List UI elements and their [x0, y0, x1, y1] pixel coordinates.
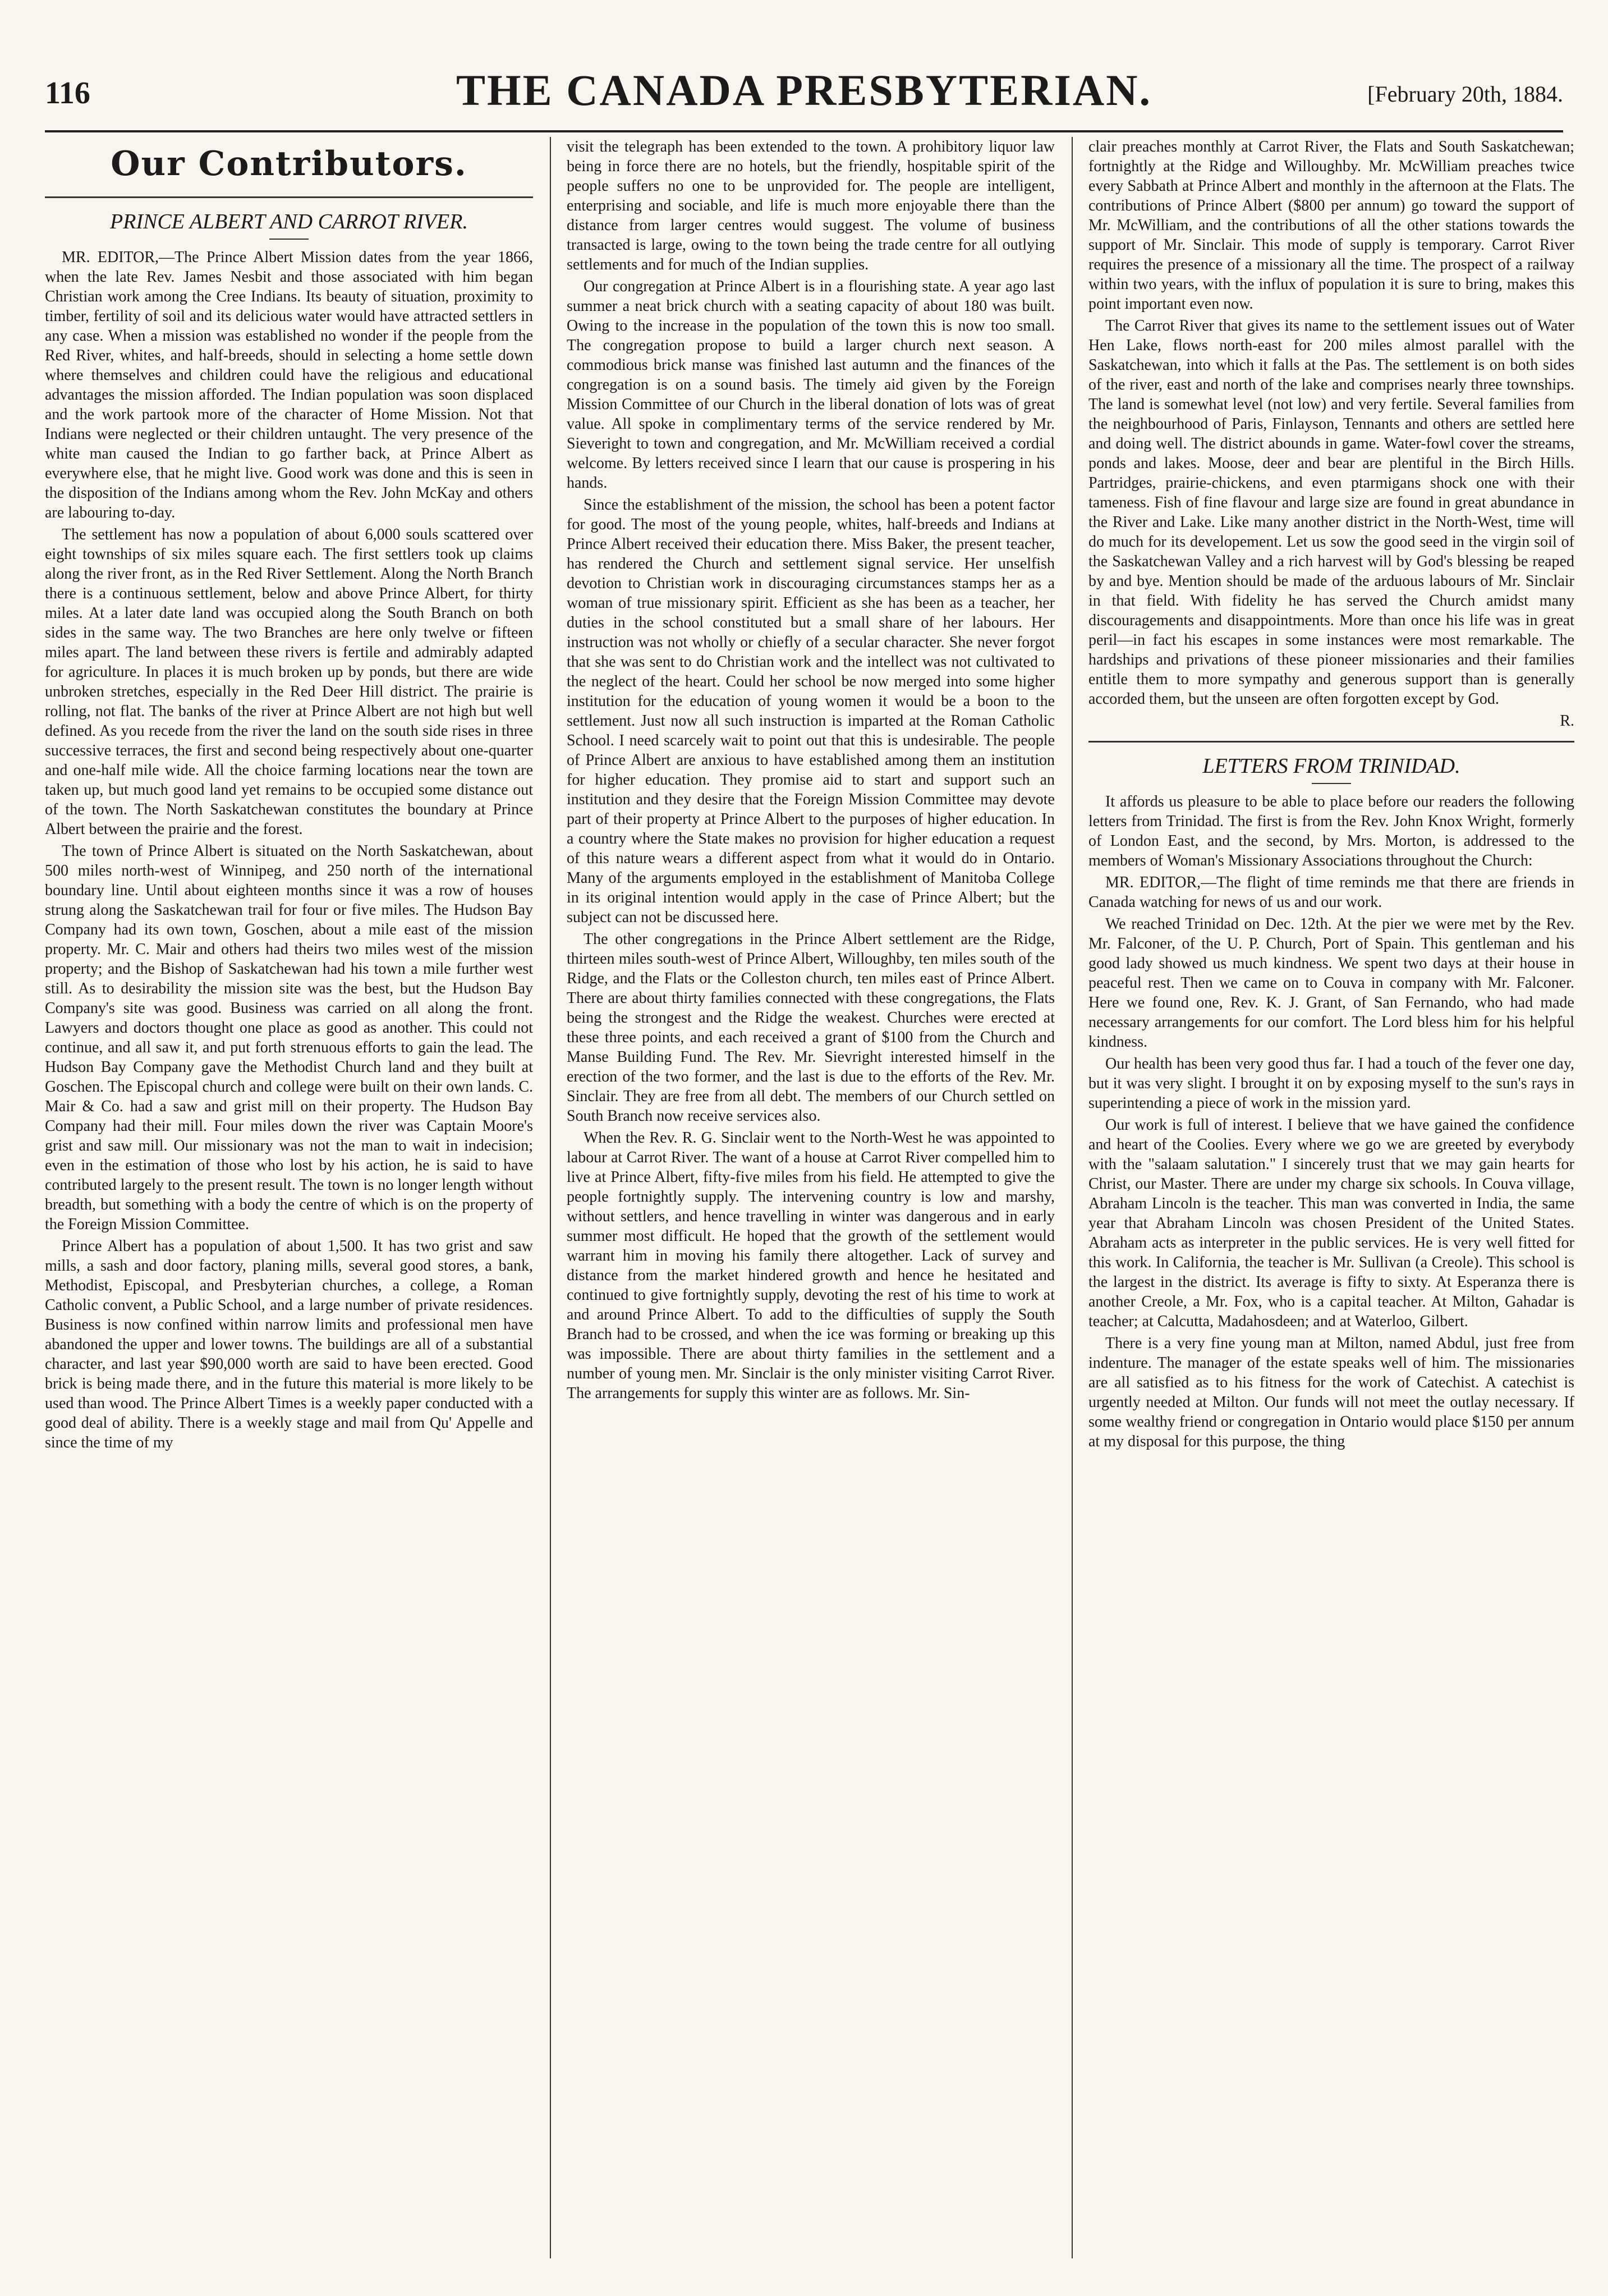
publication-title: THE CANADA PRESBYTERIAN.	[456, 66, 1152, 114]
title-rule	[1312, 783, 1351, 784]
paragraph: Our health has been very good thus far. I had a touch of the fever one day, but it was very slight. I brought it on by exposing myself to the sun's rays in superintending a piece of work in the mission yard.	[1088, 1055, 1574, 1112]
paragraph: Since the establishment of the mission, the school has been a potent factor for good. The most of the young people, whites, half-breeds and Indians at Prince Albert received their education there. Miss Baker, the present teacher, has rendered the Church and settlement signal service. Her unselfish devotion to Christian work in discouraging circumstances stamps her as a woman of true missionary spirit. Efficient as she has been as a teacher, her duties in the school constituted but a small share of her labours. Her instruction was not wholly or chiefly of a secular character. She never forgot that she was sent to do Christian work and the intellect was not cultivated to the neglect of the heart. Could her school be now merged into some higher institution for the education of young women it would be a boon to the settlement. Just now all such instruction is imparted at the Roman Catholic School. I need scarcely wait to point out that this is undesirable. The people of Prince Albert are anxious to have established among them an institution for higher education. They promise aid to start and support such an institution and they desire that the Foreign Mission Committee may devote part of their property at Prince Albert to the purposes of higher education. In a country where the State makes no provision for higher education a request of this nature wears a different aspect from what it would do in Ontario. Many of the arguments employed in the establishment of Manitoba College in its original intention would apply in the case of Prince Albert; but the subject can not be discussed here.	[567, 496, 1055, 926]
signature: R.	[1560, 712, 1574, 730]
column-divider	[1072, 137, 1073, 2258]
paragraph: The settlement has now a population of about 6,000 souls scattered over eight townships of six miles square each. The first settlers took up claims along the river front, as in the Red River Settlement. Along the North Branch there is a continuous settlement, below and above Prince Albert, for thirty miles. At a later date land was occupied along the South Branch on both sides in the same way. The two Branches are here only twelve or fifteen miles apart. The land between these rivers is fertile and admirably adapted for agriculture. In places it is much broken up by ponds, but there are wide unbroken stretches, especially in the Red Deer Hill district. The prairie is rolling, not flat. The banks of the river at Prince Albert are not high but well defined. As you recede from the river the land on the south side rises in three successive terraces, the first and second being respectively about one-quarter and one-half mile wide. All the choice farming locations near the town are taken up, but much good land yet remains to be occupied some distance out of the town. The North Saskatchewan constitutes the boundary at Prince Albert between the prairie and the forest.	[45, 526, 533, 838]
issue-date: [February 20th, 1884.	[1367, 81, 1563, 107]
column-3	[1088, 137, 1574, 2258]
paragraph: The other congregations in the Prince Albert settlement are the Ridge, thirteen miles south-west of Prince Albert, Willoughby, ten miles south of the Ridge, and the Flats or the Colleston church, ten miles east of Prince Albert. There are about thirty families connected with these congregations, the Flats being the strongest and the Ridge the weakest. Churches were erected at these three points, and each received a grant of $100 from the Church and Manse Building Fund. The Rev. Mr. Sievright interested himself in the erection of the two former, and the last is due to the efforts of the Rev. Mr. Sinclair. They are free from all debt. The members of our Church settled on South Branch now receive services also.	[567, 931, 1055, 1125]
article-title: PRINCE ALBERT AND CARROT RIVER.	[110, 210, 468, 233]
paragraph: Our congregation at Prince Albert is in a flourishing state. A year ago last summer a neat brick church with a seating capacity of about 180 was built. Owing to the increase in the population of the town this is now too small. The congregation propose to build a larger church next season. A commodious brick manse was finished last autumn and the finances of the congregation is on a sound basis. The timely aid given by the Foreign Mission Committee of our Church in the liberal donation of lots was of great value. All spoke in complimentary terms of the service rendered by Mr. Sieveright to town and congregation, and Mr. McWilliam received a cordial welcome. By letters received since I learn that our cause is prospering in his hands.	[567, 278, 1055, 492]
paragraph: Prince Albert has a population of about 1,500. It has two grist and saw mills, a sash and door factory, planing mills, several good stores, a bank, Methodist, Episcopal, and Presbyterian churches, a college, a Roman Catholic convent, a Public School, and a large number of private residences. Business is now confined within narrow limits and professional men have abandoned the upper and lower towns. The buildings are all of a substantial character, and last year $90,000 worth are said to have been erected. Good brick is being made there, and in the future this material is more likely to be used than wood. The Prince Albert Times is a weekly paper conducted with a good deal of ability. There is a weekly stage and mail from Qu' Appelle and since the time of my	[45, 1238, 533, 1451]
paragraph: We reached Trinidad on Dec. 12th. At the pier we were met by the Rev. Mr. Falconer, of the U. P. Church, Port of Spain. This gentleman and his good lady showed us much kindness. We spent two days at their house in peaceful rest. Then we came on to Couva in company with Mr. Falconer. Here we found one, Rev. K. J. Grant, of San Fernando, who had made necessary arrangements for our comfort. The Lord bless him for his helpful kindness.	[1088, 915, 1574, 1051]
column-divider	[550, 137, 551, 2258]
department-heading: Our Contributors.	[111, 144, 467, 184]
paragraph: clair preaches monthly at Carrot River, the Flats and South Saskatchewan; fortnightly at the Ridge and Willoughby. Mr. McWilliam preaches twice every Sabbath at Prince Albert and monthly in the afternoon at the Flats. The contributions of Prince Albert ($800 per annum) go toward the support of Mr. McWilliam, and the contributions of all the other stations towards the support of Mr. Sinclair. This mode of supply is temporary. Carrot River requires the presence of a missionary all the time. The prospect of a railway within two years, with the influx of population it is sure to bring, makes this point important even now.	[1088, 138, 1574, 313]
title-rule	[269, 239, 309, 240]
header-rule	[45, 130, 1563, 132]
paragraph: There is a very fine young man at Milton, named Abdul, just free from indenture. The manager of the estate speaks well of him. The missionaries are all satisfied as to his fitness for the work of Catechist. A catechist is urgently needed at Milton. Our funds will not meet the outlay necessary. If some wealthy friend or congregation in Ontario would place $150 per annum at my disposal for this purpose, the thing	[1088, 1335, 1574, 1450]
paragraph: When the Rev. R. G. Sinclair went to the North-West he was appointed to labour at Carrot River. The want of a house at Carrot River compelled him to live at Prince Albert, fifty-five miles from his field. He attempted to give the people fortnightly supply. The intervening country is low and marshy, without settlers, and hence travelling in winter was dangerous and in early summer most difficult. He hoped that the growth of the settlement would warrant him in moving his family there altogether. Lack of survey and distance from the market hindered growth and hence he hesitated and continued to give fortnightly supply, devoting the rest of his time to work at and around Prince Albert. To add to the difficulties of supply the South Branch had to be crossed, and when the ice was forming or breaking up this was impossible. There are about thirty families in the settlement and a number of young men. Mr. Sinclair is the only minister visiting Carrot River. The arrangements for supply this winter are as follows. Mr. Sin-	[567, 1129, 1055, 1402]
page-header	[22, 62, 1586, 123]
paragraph: It affords us pleasure to be able to place before our readers the following letters from Trinidad. The first is from the Rev. John Knox Wright, formerly of London East, and the second, by Mrs. Morton, is addressed to the members of Woman's Missionary Associations throughout the Church:	[1088, 793, 1574, 869]
paragraph: The Carrot River that gives its name to the settlement issues out of Water Hen Lake, flows north-east for 200 miles almost parallel with the Saskatchewan, into which it falls at the Pas. The settlement is on both sides of the river, east and north of the lake and comprises nearly three townships. The land is somewhat level (not low) and very fertile. Several families from the neighbourhood of Paris, Finlayson, Tennants and others are settled here and doing well. The district abounds in game. Water-fowl cover the streams, ponds and lakes. Moose, deer and bear are plentiful in the Birch Hills. Partridges, prairie-chickens, and even ptarmigans shock one with their tameness. Fish of fine flavour and large size are found in great abundance in the River and Lake. Like many another district in the North-West, time will do much for its developement. Let us sow the good seed in the virgin soil of the Saskatchewan Valley and a rich harvest will by God's blessing be reaped by and bye. Mention should be made of the arduous labours of Mr. Sinclair in that field. With fidelity he has served the Church amidst many discouragements and disappointments. More than once his life was in great peril—in fact his escapes in some instances were most remarkable. The hardships and privations of these pioneer missionaries and their families entitle them to more sympathy and generous support than is generally accorded them, but the unseen are often forgotten except by God.	[1088, 317, 1574, 708]
article-separator	[1088, 741, 1574, 743]
paragraph: visit the telegraph has been extended to the town. A prohibitory liquor law being in force there are no hotels, but the friendly, hospitable spirit of the people suffers no one to be unprovided for. The people are intelligent, enterprising and sociable, and life is much more enjoyable there than the distance from larger centres would suggest. The volume of business transacted is large, owing to the town being the trade centre for all outlying settlements and for much of the Indian supplies.	[567, 138, 1055, 273]
column-2	[567, 137, 1055, 2258]
paragraph: MR. EDITOR,—The flight of time reminds me that there are friends in Canada watching for news of us and our work.	[1088, 874, 1574, 911]
paragraph: MR. EDITOR,—The Prince Albert Mission dates from the year 1866, when the late Rev. James Nesbit and those associated with him began Christian work among the Cree Indians. Its beauty of situation, proximity to timber, fertility of soil and its delicious water would have attracted settlers in any case. When a mission was established no wonder if the people from the Red River, whites, and half-breeds, should in selecting a home settle down where themselves and children could have the religious and educational advantages the mission afforded. The Indian population was soon displaced and the work partook more of the character of Home Mission. Not that Indians were neglected or their children untaught. The very presence of the white man caused the Indian to go farther back, at Prince Albert as everywhere else, that he might live. Good work was done and this is seen in the disposition of the Indians among whom the Rev. John McKay and others are labouring to-day.	[45, 249, 533, 521]
paragraph: Our work is full of interest. I believe that we have gained the confidence and heart of the Coolies. Every where we go we are greeted by everybody with the "salaam salutation." I sincerely trust that we may gain hearts for Christ, our Master. There are under my charge six schools. In Couva village, Abraham Lincoln is the teacher. This man was converted in India, the same year that Abraham Lincoln was chosen President of the United States. Abraham acts as interpreter in the public services. He is very well fitted for this work. In California, the teacher is Mr. Sullivan (a Creole). This school is the largest in the district. Its average is fifty to sixty. At Esperanza there is another Creole, a Mr. Fox, who is a capital teacher. At Milton, Gahadar is teacher; at Calcutta, Madahosdeen; and at Waterloo, Gilbert.	[1088, 1116, 1574, 1330]
section-rule	[45, 196, 533, 198]
page-number: 116	[45, 76, 90, 111]
paragraph: The town of Prince Albert is situated on the North Saskatchewan, about 500 miles north-west of Winnipeg, and 250 north of the international boundary line. Until about eighteen months since it was a row of houses strung along the Saskatchewan trail for four or five miles. The Hudson Bay Company had its own town, Goschen, about a mile east of the mission property. Mr. C. Mair and others had theirs two miles west of the mission property; and the Bishop of Saskatchewan had his town a mile further west still. As to desirability the mission site was the best, but the Hudson Bay Company's site was good. Business was carried on all along the front. Lawyers and doctors thought one place as good as another. This could not continue, and all saw it, and put forth strenuous efforts to gain the lead. The Hudson Bay Company gave the Methodist Church land and they built at Goschen. The Episcopal church and college were built on their own lands. C. Mair & Co. had a saw and grist mill on their property. The Hudson Bay Company had their mill. Four miles down the river was Captain Moore's grist and saw mill. Our missionary was not the man to wait in indecision; even in the estimation of those who lost by his action, he is said to have contributed largely to the present result. The town is no longer length without breadth, but something with a body the centre of which is on the property of the Foreign Mission Committee.	[45, 842, 533, 1233]
article-title: LETTERS FROM TRINIDAD.	[1202, 754, 1460, 778]
column-1	[45, 137, 533, 2258]
